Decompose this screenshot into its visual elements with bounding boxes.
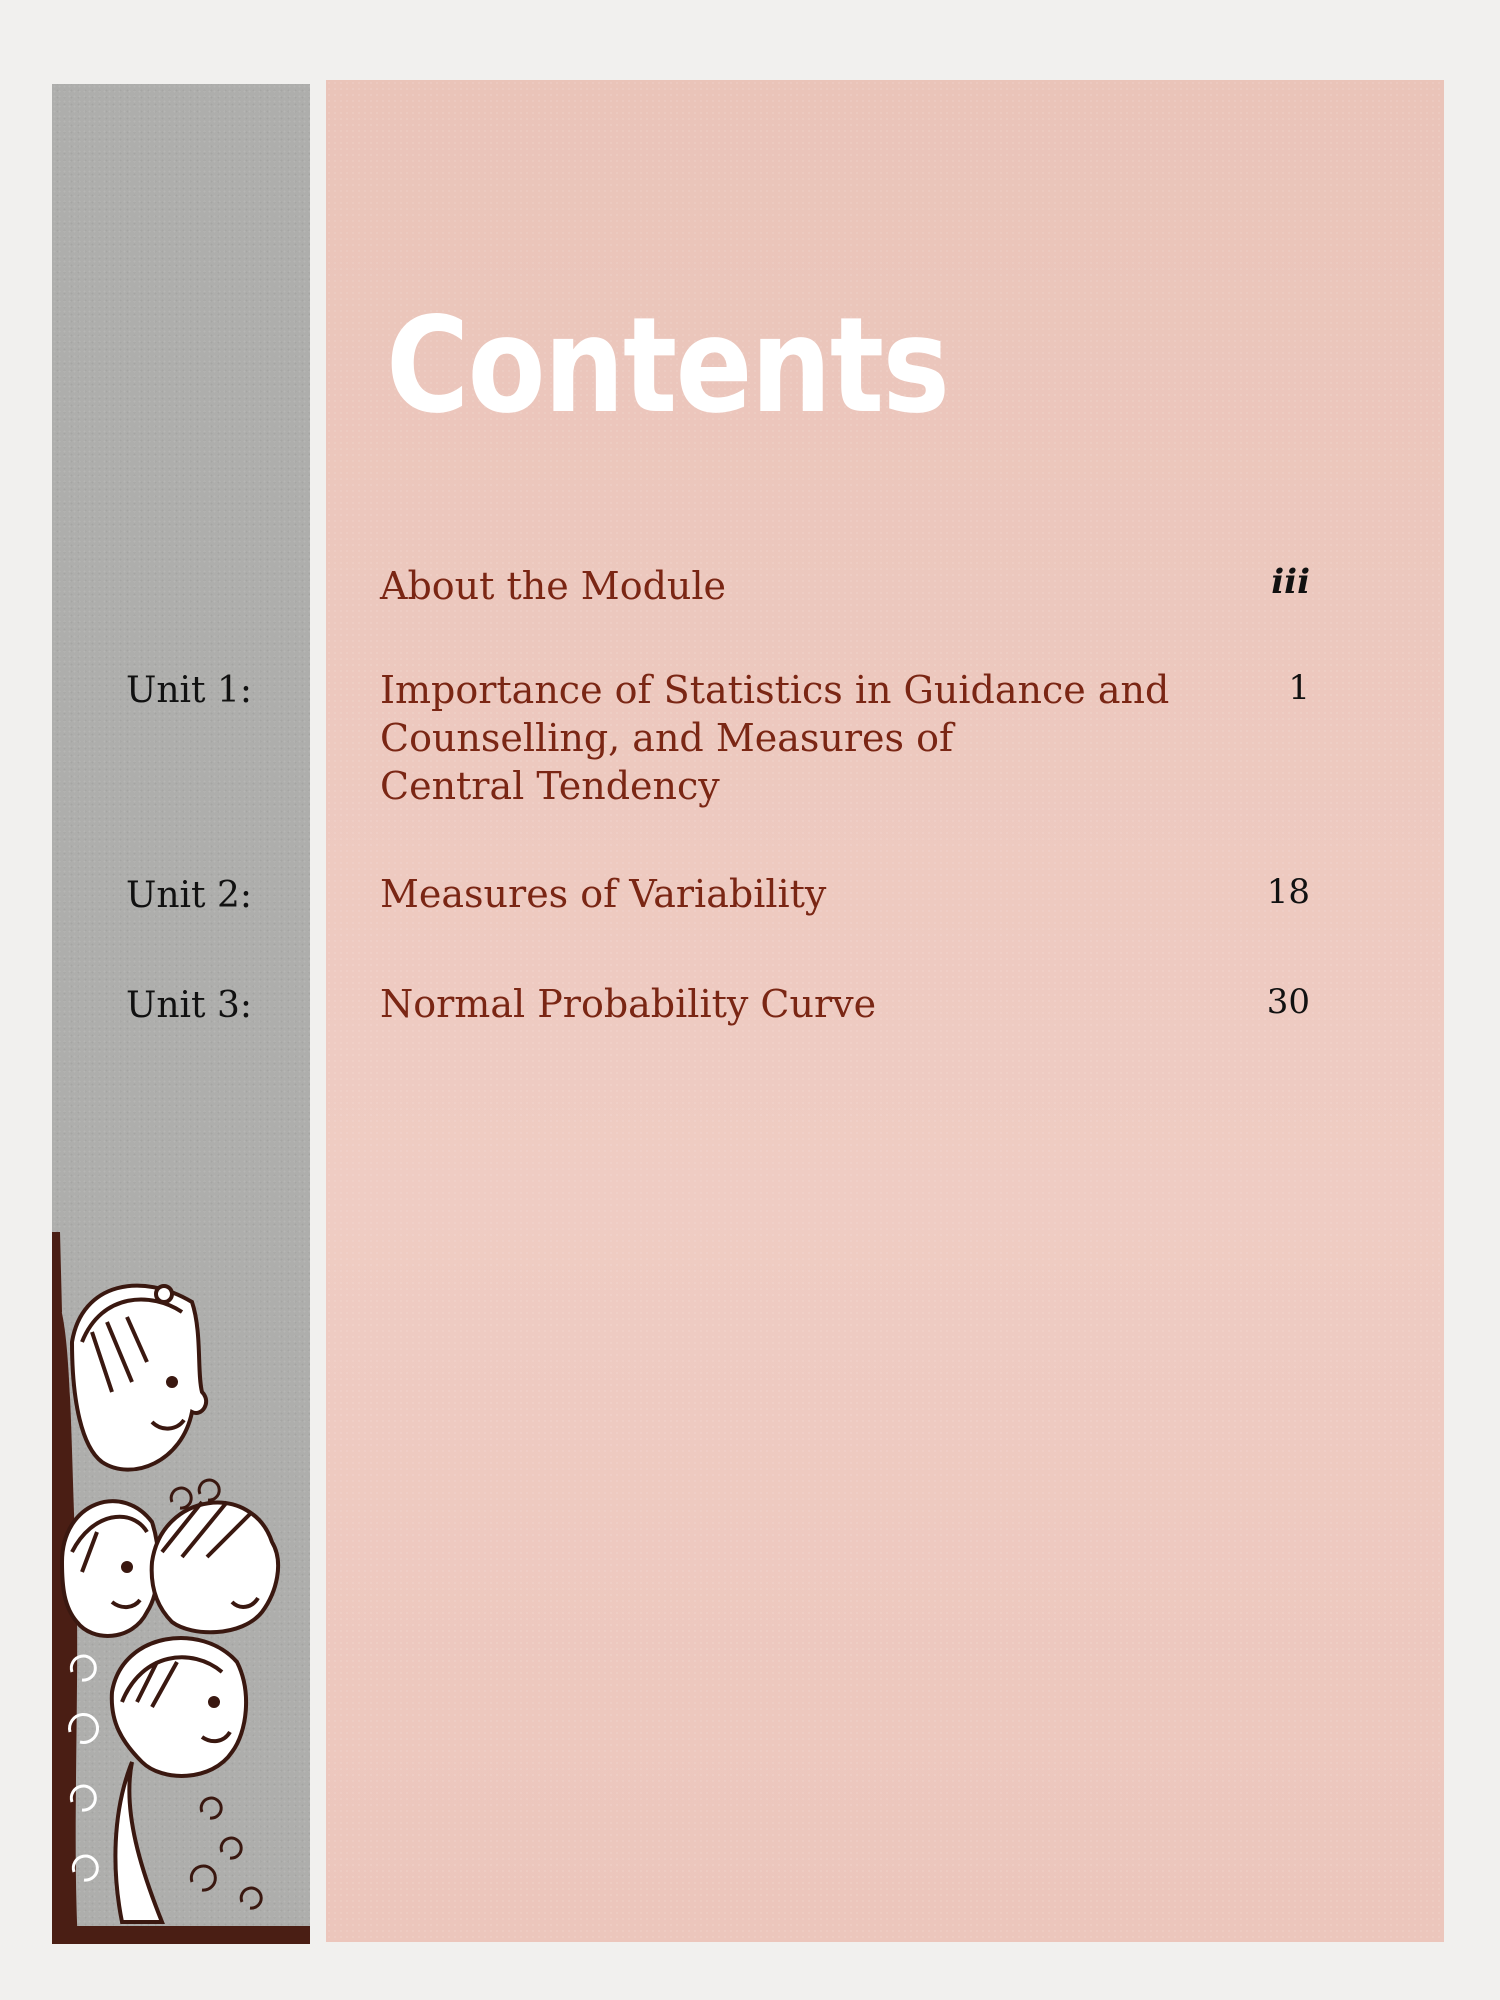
toc-entry-unit-1-line: Importance of Statistics in Guidance and	[380, 668, 1170, 712]
unit-label-1: Unit 1:	[126, 670, 252, 711]
toc-page-unit-1: 1	[1288, 668, 1310, 708]
children-cartoon-illustration	[52, 1232, 310, 1944]
toc-entry-unit-1-line: Central Tendency	[380, 764, 720, 808]
unit-label-2: Unit 2:	[126, 875, 252, 916]
toc-entry-unit-1-line: Counselling, and Measures of	[380, 716, 954, 760]
toc-entry-unit-1[interactable]	[380, 666, 1169, 810]
toc-page-unit-2: 18	[1266, 872, 1310, 912]
toc-page-about: iii	[1271, 562, 1310, 602]
toc-entry-unit-2[interactable]: Measures of Variability	[380, 872, 827, 916]
unit-label-3: Unit 3:	[126, 985, 252, 1026]
toc-page-unit-3: 30	[1266, 982, 1310, 1022]
toc-entry-about[interactable]: About the Module	[380, 564, 727, 608]
toc-entry-unit-3[interactable]: Normal Probability Curve	[380, 982, 877, 1026]
page-title: Contents	[386, 289, 949, 443]
